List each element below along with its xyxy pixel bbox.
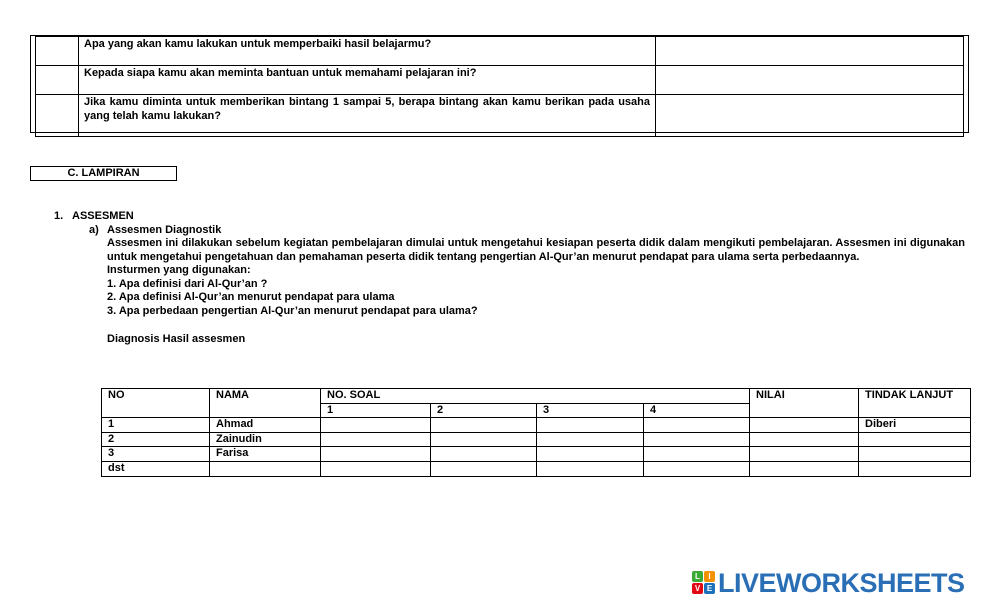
logo-tile-icon: E <box>704 583 715 594</box>
diagnosis-title: Diagnosis Hasil assesmen <box>107 332 246 345</box>
reflection-question: Apa yang akan kamu lakukan untuk memperbaiki hasil belajarmu? <box>79 37 656 66</box>
cell-nama: Farisa <box>210 447 321 462</box>
header-no-soal: NO. SOAL <box>321 389 750 404</box>
cell-soal[interactable] <box>644 447 750 462</box>
logo-tile-icon: I <box>704 571 715 582</box>
cell-soal[interactable] <box>537 432 644 447</box>
cell-tindak <box>859 432 971 447</box>
table-row <box>102 461 971 476</box>
cell-nilai[interactable] <box>750 418 859 433</box>
cell-nama: Ahmad <box>210 418 321 433</box>
cell-soal[interactable] <box>644 461 750 476</box>
table-cell <box>36 37 79 66</box>
table-row <box>102 432 971 447</box>
logo-tile-icon: L <box>692 571 703 582</box>
sub-heading: Assesmen Diagnostik <box>107 224 222 236</box>
cell-soal[interactable] <box>431 432 537 447</box>
cell-tindak <box>859 461 971 476</box>
cell-nilai[interactable] <box>750 447 859 462</box>
header-tindak-lanjut: TINDAK LANJUT <box>859 389 971 418</box>
assesmen-heading: ASSESMEN <box>72 210 134 222</box>
table-row <box>102 447 971 462</box>
cell-tindak <box>859 447 971 462</box>
cell-no: 1 <box>102 418 210 433</box>
header-nama: NAMA <box>210 389 321 418</box>
header-soal-2: 2 <box>431 403 537 418</box>
cell-soal[interactable] <box>537 461 644 476</box>
cell-nama <box>210 461 321 476</box>
cell-soal[interactable] <box>537 447 644 462</box>
header-no: NO <box>102 389 210 418</box>
reflection-answer-cell[interactable] <box>656 37 964 66</box>
reflection-question: Kepada siapa kamu akan meminta bantuan untuk memahami pelajaran ini? <box>79 66 656 95</box>
cell-tindak: Diberi <box>859 418 971 433</box>
cell-soal[interactable] <box>321 432 431 447</box>
table-row <box>102 418 971 433</box>
cell-soal[interactable] <box>431 418 537 433</box>
cell-nilai[interactable] <box>750 432 859 447</box>
reflection-answer-cell[interactable] <box>656 95 964 137</box>
reflection-answer-cell[interactable] <box>656 66 964 95</box>
question-item: 2. Apa definisi Al-Qur’an menurut pendapat para ulama <box>107 291 395 304</box>
question-item: 3. Apa perbedaan pengertian Al-Qur’an menurut pendapat para ulama? <box>107 304 478 317</box>
cell-soal[interactable] <box>431 461 537 476</box>
cell-soal[interactable] <box>537 418 644 433</box>
header-nilai: NILAI <box>750 389 859 418</box>
liveworksheets-logo <box>692 569 992 597</box>
cell-soal[interactable] <box>321 418 431 433</box>
instrument-label: Insturmen yang digunakan: <box>107 264 251 277</box>
reflection-table <box>35 36 964 137</box>
cell-soal[interactable] <box>321 447 431 462</box>
cell-nilai[interactable] <box>750 461 859 476</box>
logo-text: LIVEWORKSHEETS <box>718 568 965 598</box>
cell-soal[interactable] <box>644 418 750 433</box>
table-cell <box>36 66 79 95</box>
header-soal-1: 1 <box>321 403 431 418</box>
list-number: 1. <box>54 210 64 222</box>
table-cell <box>36 95 79 137</box>
question-item: 1. Apa definisi dari Al-Qur’an ? <box>107 277 268 290</box>
cell-soal[interactable] <box>644 432 750 447</box>
header-soal-3: 3 <box>537 403 644 418</box>
sub-list-letter: a) <box>89 224 99 236</box>
assesmen-paragraph: Assesmen ini dilakukan sebelum kegiatan pembelajaran dimulai untuk mengetahui kesiapan peserta didik dalam mengikuti pembelajaran. Assesmen ini digunakan untuk mengetahui pengetahuan dan pemahaman peserta didik tentang pengertian Al-Qur’an menurut pendapat para ulama serta perbedaannya. <box>107 237 965 263</box>
table-header-row <box>102 389 971 404</box>
cell-no: 2 <box>102 432 210 447</box>
logo-tile-icon: V <box>692 583 703 594</box>
cell-no: 3 <box>102 447 210 462</box>
cell-soal[interactable] <box>321 461 431 476</box>
cell-soal[interactable] <box>431 447 537 462</box>
table-row <box>36 37 964 66</box>
header-soal-4: 4 <box>644 403 750 418</box>
table-row <box>36 95 964 137</box>
reflection-question: Jika kamu diminta untuk memberikan bintang 1 sampai 5, berapa bintang akan kamu berikan pada usaha yang telah kamu lakukan? <box>79 95 656 137</box>
cell-nama: Zainudin <box>210 432 321 447</box>
table-row <box>36 66 964 95</box>
assesmen-body <box>107 237 965 346</box>
diagnosis-table <box>101 388 971 477</box>
cell-no: dst <box>102 461 210 476</box>
section-title: C. LAMPIRAN <box>30 166 177 181</box>
